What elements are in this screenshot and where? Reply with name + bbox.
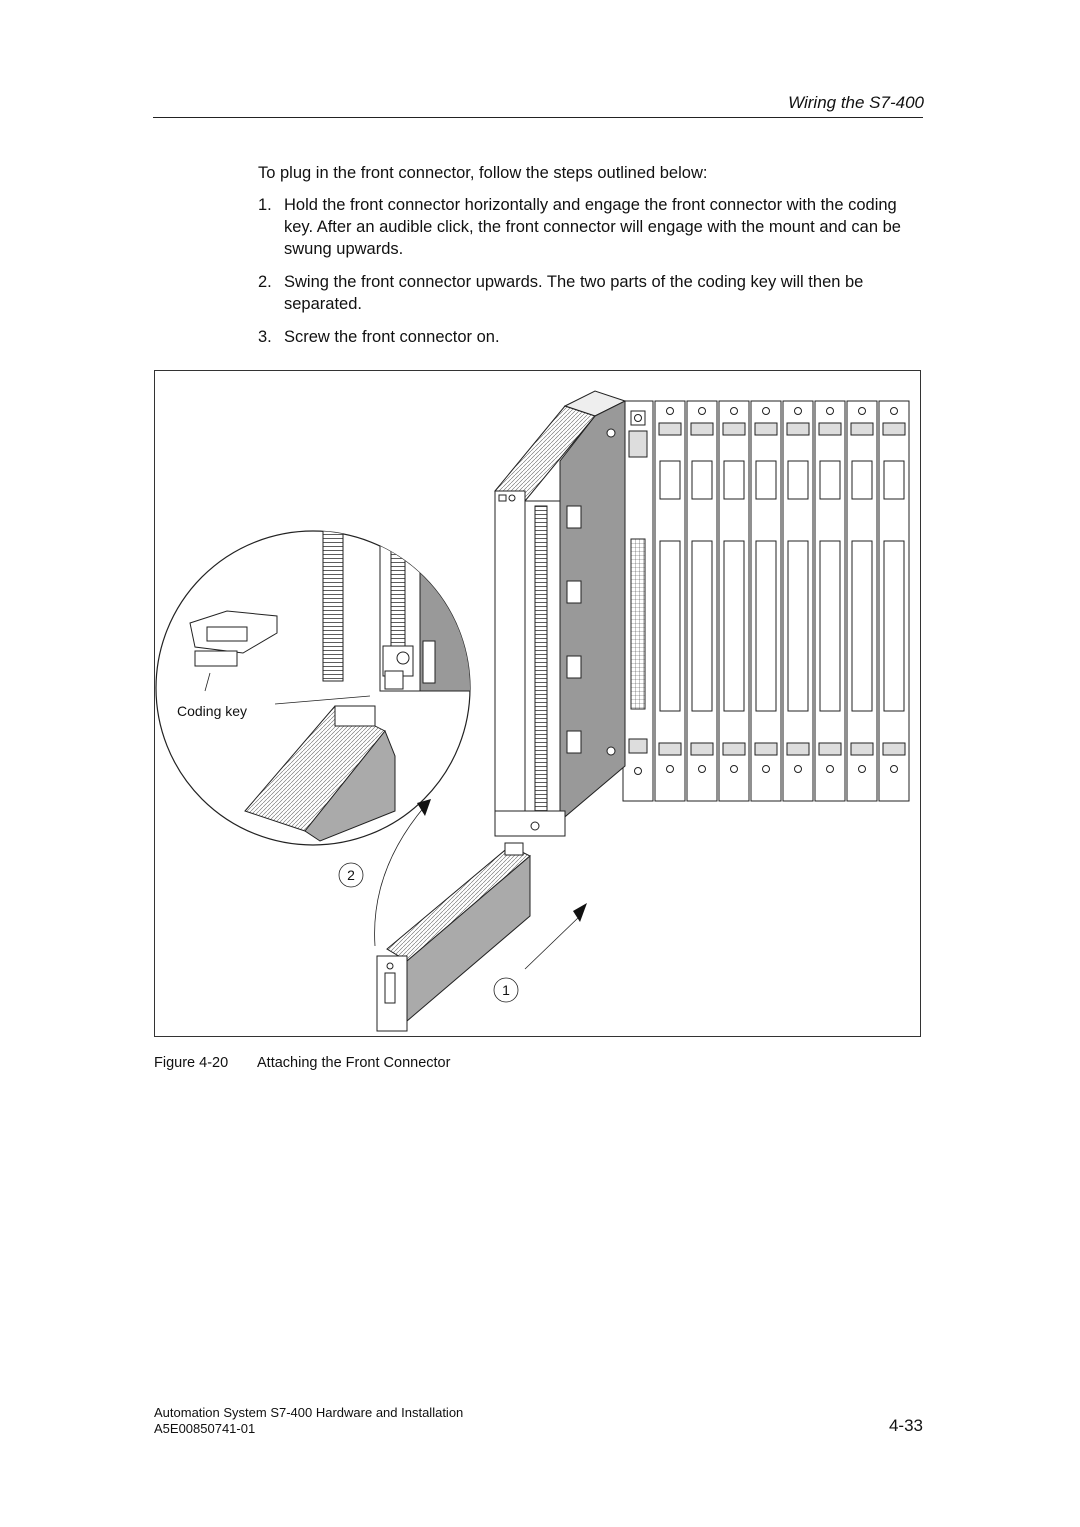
rack-slot	[783, 401, 813, 801]
figure-caption	[154, 1055, 450, 1071]
rack-slot	[623, 401, 653, 801]
rack-slot	[815, 401, 845, 801]
step-1-callout-label: 1	[502, 982, 510, 998]
step-2-callout-label: 2	[347, 867, 355, 883]
engage-arrow-line	[525, 916, 580, 969]
footer-publication-title: Automation System S7-400 Hardware and Installation	[154, 1405, 464, 1420]
rack-slot	[751, 401, 781, 801]
rack-slot	[687, 401, 717, 801]
step-text: Hold the front connector horizontally and engage the front connector with the coding key. After an audible click, the front connector will engage with the mount and can be swung upwards.	[284, 196, 901, 258]
figure-caption-label: Figure 4-20	[154, 1055, 229, 1071]
figure-frame	[154, 370, 921, 1037]
footer-order-number: A5E00850741-01	[154, 1421, 256, 1436]
page-number: 4-33	[888, 1416, 923, 1435]
step-number: 2.	[258, 273, 272, 291]
step-item	[258, 271, 930, 315]
rack-slot	[719, 401, 749, 801]
step-text: Swing the front connector upwards. The two parts of the coding key will then be separated.	[284, 273, 864, 313]
rack-slot	[879, 401, 909, 801]
steps-list	[258, 194, 930, 359]
step-item	[258, 326, 930, 348]
front-connector	[377, 843, 530, 1031]
rack-slots	[623, 401, 909, 801]
front-connector-illustration	[155, 371, 922, 1038]
rack-slot	[847, 401, 877, 801]
intro-paragraph: To plug in the front connector, follow the steps outlined below:	[258, 164, 708, 182]
running-header-title: Wiring the S7-400	[788, 93, 924, 112]
coding-key-label: Coding key	[177, 703, 248, 719]
rack-slot	[655, 401, 685, 801]
figure-caption-text: Attaching the Front Connector	[257, 1055, 451, 1071]
step-text: Screw the front connector on.	[284, 328, 500, 346]
engage-arrow-head	[573, 903, 587, 922]
step-item	[258, 194, 930, 260]
step-number: 1.	[258, 196, 272, 214]
header-rule	[153, 117, 923, 118]
page-footer	[154, 1405, 463, 1437]
signal-module	[495, 391, 625, 836]
step-number: 3.	[258, 328, 272, 346]
